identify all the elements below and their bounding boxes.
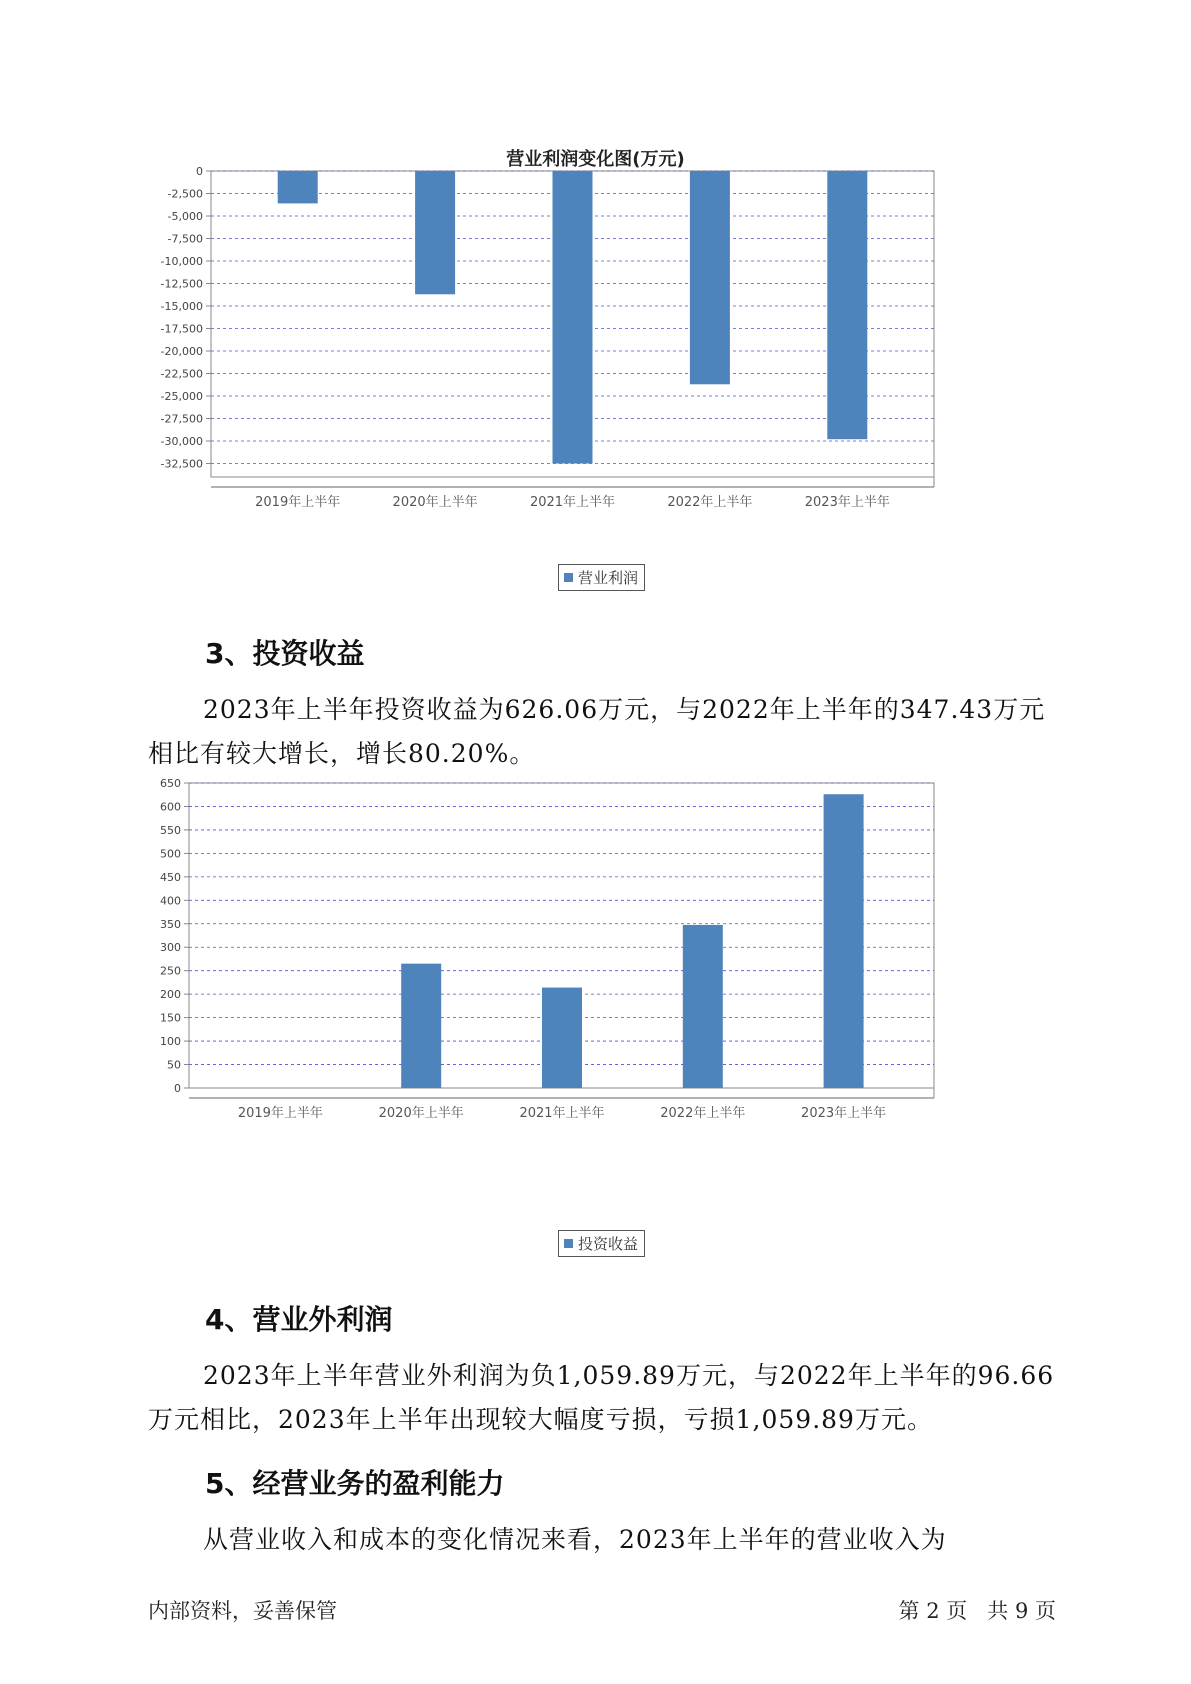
section-5-heading: 5、经营业务的盈利能力 (205, 1467, 505, 1500)
x-tick-label: 2021年上半年 (519, 1106, 605, 1121)
y-tick-label: 450 (160, 870, 181, 884)
y-tick-label: -17,500 (160, 322, 203, 336)
investment-income-legend (558, 1230, 645, 1257)
footer-page-number: 第 2 页 共 9 页 (898, 1599, 1056, 1623)
y-tick-label: -22,500 (160, 367, 203, 381)
operating-profit-chart-title: 营业利润变化图(万元) (506, 149, 685, 170)
x-tick-label: 2022年上半年 (660, 1106, 746, 1121)
y-tick-label: -20,000 (160, 345, 203, 358)
y-tick-label: 650 (160, 777, 181, 790)
footer-confidential-note: 内部资料，妥善保管 (148, 1599, 337, 1623)
y-tick-label: 150 (160, 1011, 181, 1025)
x-tick-label: 2021年上半年 (529, 495, 616, 510)
y-tick-label: -7,500 (167, 232, 203, 246)
x-tick-label: 2023年上半年 (804, 495, 890, 510)
y-tick-label: -2,500 (167, 187, 203, 201)
bar (824, 794, 864, 1088)
y-tick-label: 250 (160, 964, 181, 978)
y-tick-label: 300 (160, 941, 181, 955)
bar (415, 171, 455, 294)
operating-profit-chart (0, 165, 1191, 548)
y-tick-label: -12,500 (160, 277, 203, 291)
bar (827, 171, 867, 439)
x-tick-label: 2019年上半年 (237, 1106, 323, 1121)
y-tick-label: 500 (160, 847, 181, 861)
legend-swatch (564, 573, 573, 582)
x-tick-label: 2020年上半年 (392, 495, 478, 510)
bar (690, 171, 730, 384)
investment-income-chart (0, 777, 1191, 1215)
y-tick-label: 350 (160, 917, 181, 931)
y-tick-label: 600 (160, 800, 181, 814)
legend-label: 投资收益 (578, 1235, 639, 1253)
y-tick-label: -32,500 (160, 457, 203, 471)
legend-label: 营业利润 (578, 569, 639, 587)
section-4-heading: 4、营业外利润 (205, 1303, 393, 1336)
y-tick-label: 0 (196, 165, 203, 178)
x-tick-label: 2023年上半年 (801, 1106, 887, 1121)
section-5-paragraph: 从营业收入和成本的变化情况来看，2023年上半年的营业收入为 (203, 1525, 947, 1554)
y-tick-label: 0 (174, 1082, 181, 1095)
y-tick-label: 50 (167, 1058, 181, 1072)
y-tick-label: -25,000 (160, 390, 203, 403)
y-tick-label: -30,000 (160, 435, 203, 448)
operating-profit-legend (558, 564, 645, 591)
y-tick-label: -15,000 (160, 300, 203, 313)
x-tick-label: 2022年上半年 (667, 495, 753, 510)
y-tick-label: 100 (160, 1035, 181, 1049)
y-tick-label: 550 (160, 823, 181, 837)
section-4-paragraph: 2023年上半年营业外利润为负1,059.89万元，与2022年上半年的96.66万元相比，2023年上半年出现较大幅度亏损，亏损1,059.89万元。 (148, 1361, 1055, 1434)
y-tick-label: 200 (160, 988, 181, 1002)
bar (553, 171, 593, 464)
y-tick-label: -27,500 (160, 412, 203, 426)
bar (278, 171, 318, 203)
legend-swatch (564, 1239, 573, 1248)
section-3-paragraph: 2023年上半年投资收益为626.06万元，与2022年上半年的347.43万元相比有较大增长，增长80.20%。 (148, 695, 1046, 768)
x-tick-label: 2019年上半年 (255, 495, 341, 510)
bar (542, 988, 582, 1088)
section-3-heading: 3、投资收益 (205, 637, 365, 670)
bar (401, 964, 441, 1088)
y-tick-label: -10,000 (160, 255, 203, 268)
y-tick-label: 400 (160, 894, 181, 908)
bar (683, 925, 723, 1088)
y-tick-label: -5,000 (167, 210, 203, 223)
x-tick-label: 2020年上半年 (378, 1106, 464, 1121)
